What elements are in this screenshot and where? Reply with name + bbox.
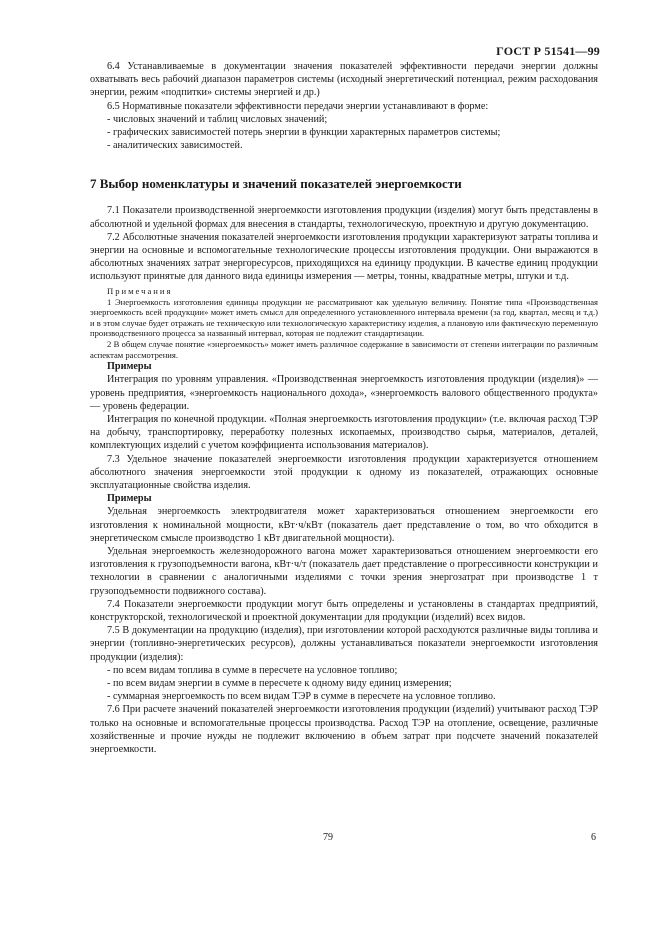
paragraph-7-5: 7.5 В документации на продукцию (изделия), при изготовлении которой расходуются различные виды топлива и энергии (топливно-энергетических ресурсов), должны устанавливаться показатели энергоемкости изготовления продукции (изделия): — [90, 625, 598, 663]
section-title: 7 Выбор номенклатуры и значений показателей энергоемкости — [90, 176, 462, 192]
note-2: 2 В общем случае понятие «энергоемкость» может иметь различное содержание в зависимости от степени интеграции по различным аспектам рассмотрения. — [90, 339, 598, 360]
paragraph-7-2: 7.2 Абсолютные значения показателей энергоемкости изготовления продукции характеризуют затраты топлива и энергии на основные и вспомогательные технологические процессы изготовления продукции. Они выражаются в абсолютных значениях затрат энергоресурсов, приходящихся на единицу продукции. В качестве единиц продукции используют принятые для данного вида единицы измерения — метры, тонны, квадратные метры, штуки и т.д. — [90, 231, 598, 283]
list-item: - суммарная энергоемкость по всем видам ТЭР в сумме в пересчете на условное топливо. — [107, 691, 496, 703]
paragraph-7-1: 7.1 Показатели производственной энергоемкости изготовления продукции (изделия) могут быть представлены в абсолютной и удельной формах для внесения в стандарты, технологическую, проектную и другую документацию. — [90, 205, 598, 230]
page-body — [90, 60, 598, 756]
paragraph-7-6: 7.6 При расчете значений показателей энергоемкости изготовления продукции (изделий) учитывают расход ТЭР только на основные и вспомогательные процессы производства. Расход ТЭР на отопление, освещение, различные хозяйственные и прочие нужды не подлежит включению в объем затрат при подсчете значений показателей энергоемкости. — [90, 704, 598, 756]
example-paragraph: Интеграция по конечной продукции. «Полная энергоемкость изготовления продукции» (т.е. включая расход ТЭР на добычу, транспортировку, переработку полезных ископаемых, производство сырья, материалов, деталей, комплектующих изделий с учетом коэффициента использования материалов). — [90, 414, 598, 452]
paragraph-7-4: 7.4 Показатели энергоемкости продукции могут быть определены и установлены в стандартах предприятий, конструкторской, технологической и проектной документации для продукции (изделий) всех видов. — [90, 598, 598, 624]
examples-heading: Примеры — [107, 361, 152, 373]
note-1: 1 Энергоемкость изготовления единицы продукции не рассматривают как удельную величину. Понятие типа «Производственная энергоемкость всей продукции» может иметь смысл для определенного установленного интервала времени (за год, квартал, месяц и т.д.) и в этом случае будет отражать не техническую или технологическую характеристику изделия, а плановую или фактическую переменную производственного процесса за названный интервал, которая не подлежит стандартизации. — [90, 296, 598, 339]
example-paragraph: Интеграция по уровням управления. «Производственная энергоемкость изготовления продукции (изделия)» — уровень предприятия, «энергоемкость национального дохода», «энергоемкость валового общественного продукта» — уровень федерации. — [90, 374, 598, 412]
list-item: - графических зависимостей потерь энергии в функции характерных параметров системы; — [107, 127, 501, 139]
paragraph-6-4: 6.4 Устанавливаемые в документации значения показателей эффективности передачи энергии должны охватывать весь рабочий диапазон параметров системы (исходный энергетический потенциал, режим расходования энергии, режим «подпитки» системы энергией и др.) — [90, 61, 598, 99]
list-item: - по всем видам топлива в сумме в пересчете на условное топливо; — [107, 664, 398, 676]
example-paragraph: Удельная энергоемкость электродвигателя может характеризоваться отношением энергоемкости его изготовления к номинальной мощности, кВт·ч/кВт (показатель дает представление о том, во что обходится в энергетическом смысле производство 1 кВт двигательной мощности). — [90, 506, 598, 544]
paragraph-6-5: 6.5 Нормативные показатели эффективности передачи энергии устанавливают в форме: — [107, 100, 489, 112]
list-item: - аналитических зависимостей. — [107, 140, 243, 152]
example-paragraph: Удельная энергоемкость железнодорожного вагона может характеризоваться отношением энергоемкости его изготовления к грузоподъемности вагона, кВт·ч/т (показатель дает представление о прогрессивности конструкции и технологии в сравнении с аналогичными изделиями с точки зрения энергозатрат при производстве 1 т грузоподъемности подвижного состава). — [90, 546, 598, 597]
examples-heading: Примеры — [107, 493, 152, 505]
paragraph-7-3: 7.3 Удельное значение показателей энергоемкости изготовления продукции характеризуется отношением абсолютного значения энергоемкости этой продукции к одному из показателей, отражающих основные эксплуатационные свойства изделия. — [90, 453, 598, 492]
page-number-right: 6 — [591, 832, 596, 843]
list-item: - числовых значений и таблиц числовых значений; — [107, 113, 328, 125]
list-item: - по всем видам энергии в сумме в пересчете к одному виду единиц измерения; — [107, 678, 452, 690]
standard-code: ГОСТ Р 51541—99 — [496, 44, 600, 58]
notes-heading: Примечания — [107, 285, 173, 296]
page-number-center: 79 — [323, 832, 333, 843]
